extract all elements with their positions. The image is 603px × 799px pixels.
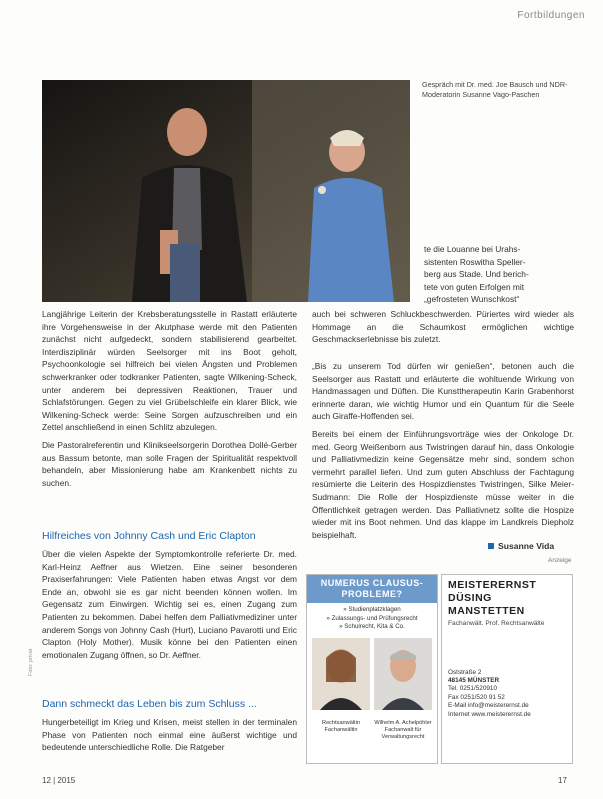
ad1-person1-role: Fachanwältin xyxy=(324,726,358,733)
ad1-person1-name: Rechtsanwältin xyxy=(322,719,360,726)
ad1-title xyxy=(307,575,437,603)
ad2-title-line: MEISTERERNST xyxy=(448,579,537,591)
ad2-contact-line: E-Mail info@meisterernst.de xyxy=(448,702,529,710)
ad1-person1 xyxy=(310,720,372,741)
side-line: berg aus Stade. Und berich- xyxy=(424,269,529,280)
right-top-paragraph: auch bei schweren Schluckbeschwerden. Püriertes wird wieder als Hommage an die Schaumkost ermöglichen wichtige Geschmackserlebnisse bis zuletzt. xyxy=(312,309,574,345)
ad1-person2-role: Fachanwalt für Verwaltungsrecht xyxy=(381,726,425,740)
ad-label: Anzeige xyxy=(548,557,572,564)
left-paragraph-4: Hungerbeteiligt im Krieg und Krisen, meist stellen in der terminalen Phase von Patienten noch einmal eine äußerst wichtige und bedeutende unterschiedliche Rolle. Die Ratgeber xyxy=(42,717,297,753)
ad1-person2-name: Wilhelm A. Achelpöhler xyxy=(374,719,432,726)
author-signature xyxy=(488,541,554,551)
subheading-1: Hilfreiches von Johnny Cash und Eric Clapton xyxy=(42,530,256,542)
side-line: „gefrosteten Wunschkost“ xyxy=(424,294,520,305)
right-column xyxy=(312,360,574,546)
ad2-contact xyxy=(442,669,572,719)
advertisement-numerus-clausus[interactable] xyxy=(306,574,438,764)
side-line: tete von guten Erfolgen mit xyxy=(424,281,525,292)
side-line: te die Louanne bei Urahs- xyxy=(424,244,521,254)
ad2-contact-line: Internet www.meisterernst.de xyxy=(448,710,531,718)
footer-page-number: 17 xyxy=(558,776,567,785)
ad2-contact-line: Fax 0251/520 91 52 xyxy=(448,693,505,701)
signature-marker-icon xyxy=(488,543,494,549)
advertisement-law-firm[interactable] xyxy=(441,574,573,764)
ad1-bullet: » Zulassungs- und Prüfungsrecht xyxy=(326,614,418,622)
ad1-person-labels xyxy=(307,720,437,741)
ad1-bullet: » Studienplatzklagen xyxy=(343,606,401,613)
photo-caption: Gespräch mit Dr. med. Joe Bausch und NDR-Moderatorin Susanne Vago-Paschen xyxy=(422,80,568,99)
ad1-bullets xyxy=(307,603,437,632)
ad1-bullet: » Schulrecht, Kita & Co. xyxy=(339,623,405,631)
left-paragraph-2: Die Pastoralreferentin und Klinikseelsorgerin Dorothea Dollé-Gerber aus Bassum betonte, man solle Fragen der Spiritualität respektvoll behandeln, aber Missionierung habe am Krankenbett nichts zu suchen. xyxy=(42,439,297,488)
ad2-subtitle: Fachanwält. Prof. Rechtsanwälte xyxy=(448,620,545,627)
left-column xyxy=(42,308,297,494)
left-paragraph-1: Langjährige Leiterin der Krebsberatungsstelle in Rastatt erläuterte ihre Vorgehensweise in der Akutphase werde mit den Patienten zunächst nicht aufgedeckt, sondern stabilisierend gearbeitet. Interdisziplinär würden Seelsorger mit ins Boot geholt, Psychoonkologie sei hilfreich bei vielen Ängsten und Problemen schwerkranker oder todkranker Patienten, sagte Wilkening-Scheck, unter anderem bei depressiven Reaktionen, Trauer und Schlafstörungen. Gegen zu viel Grübelschleife ein klarer Blick, wie Wilkening-Scheck werde: Seine Sorgen aufzuschreiben und ein Zettel anschließend in einen Schlitz abzulegen. xyxy=(42,309,297,433)
author-name: Susanne Vida xyxy=(498,541,555,551)
footer-issue: 12 | 2015 xyxy=(42,776,76,785)
ad2-contact-line: Tel. 0251/520910 xyxy=(448,685,498,693)
ad1-title-line: NUMERUS CLAUSUS- xyxy=(320,578,424,588)
right-side-lines xyxy=(424,243,574,306)
ad2-title xyxy=(442,575,572,618)
right-paragraph-2: Bereits bei einem der Einführungsvorträge wies der Onkologe Dr. med. Georg Weißenborn aus Twistringen darauf hin, dass Onkologie und Palliativmedizin keine Gegensätze mehr sind, sondern schon vermehrt parallel liefen. Und zum guten Abschluss der Fachtagung resümierte die Leiterin des Hospizdienstes Twistringen, Silke Meier-Sudmann: Die Rolle der Hospizdienste müsse weiter in die Öffentlichkeit getragen werden. Das Palliativnetz sollte die Hospize wieder mit ins Boot nehmen. Und das klappe im Landkreis Diepholz beispielhaft. xyxy=(312,428,574,540)
ad2-title-line: MANSTETTEN xyxy=(448,605,525,617)
section-header: Fortbildungen xyxy=(517,10,585,21)
left-paragraph-3: Über die vielen Aspekte der Symptomkontrolle referierte Dr. med. Karl-Heinz Aeffner aus Wietzen. Eine seiner besonderen Praxiserfahrungen: Viele Patienten haben etwas Angst vor dem Ende an, obwohl sie es gar nicht beenden können wollen. Im Gegensatz zum Einwirgen. Wichtig sei es, einen Zugang zum Patienten zu bekommen. Dabei helfen dem Palliativmediziner unter anderem Songs von Johnny Cash (Hurt), Luciano Pavarotti und Eric Clapton (Holy Mother). Musik könne bei den Patienten einen emotionalen Zugang öffnen, so Dr. Aeffner. xyxy=(42,549,297,660)
ad2-title-line: DÜSING xyxy=(448,592,492,604)
photo-illustration xyxy=(42,80,410,302)
event-photo xyxy=(42,80,410,302)
ad1-portraits xyxy=(308,638,436,720)
side-line: sistenten Roswitha Speller- xyxy=(424,256,526,267)
ad2-contact-line: Oststraße 2 xyxy=(448,668,482,676)
subheading-2: Dann schmeckt das Leben bis zum Schluss ... xyxy=(42,698,257,710)
photo-credit: Foto: privat xyxy=(28,648,34,676)
right-paragraph-1: „Bis zu unserem Tod dürfen wir genießen“, betonen auch die Seelsorger aus Rastatt und erläuterte die wohltuende Wirkung von Handmassagen und Düften. Die Kunsttherapeutin Karin Grabenhorst erinnerte daran, wie wichtig Humor und ein Quantum für die Seele auch Giraffe-Hoffenden sei. xyxy=(312,361,574,422)
ad1-person2 xyxy=(372,720,434,741)
ad1-title-line: PROBLEME? xyxy=(341,589,403,599)
ad2-contact-line: 48145 MÜNSTER xyxy=(448,676,500,684)
